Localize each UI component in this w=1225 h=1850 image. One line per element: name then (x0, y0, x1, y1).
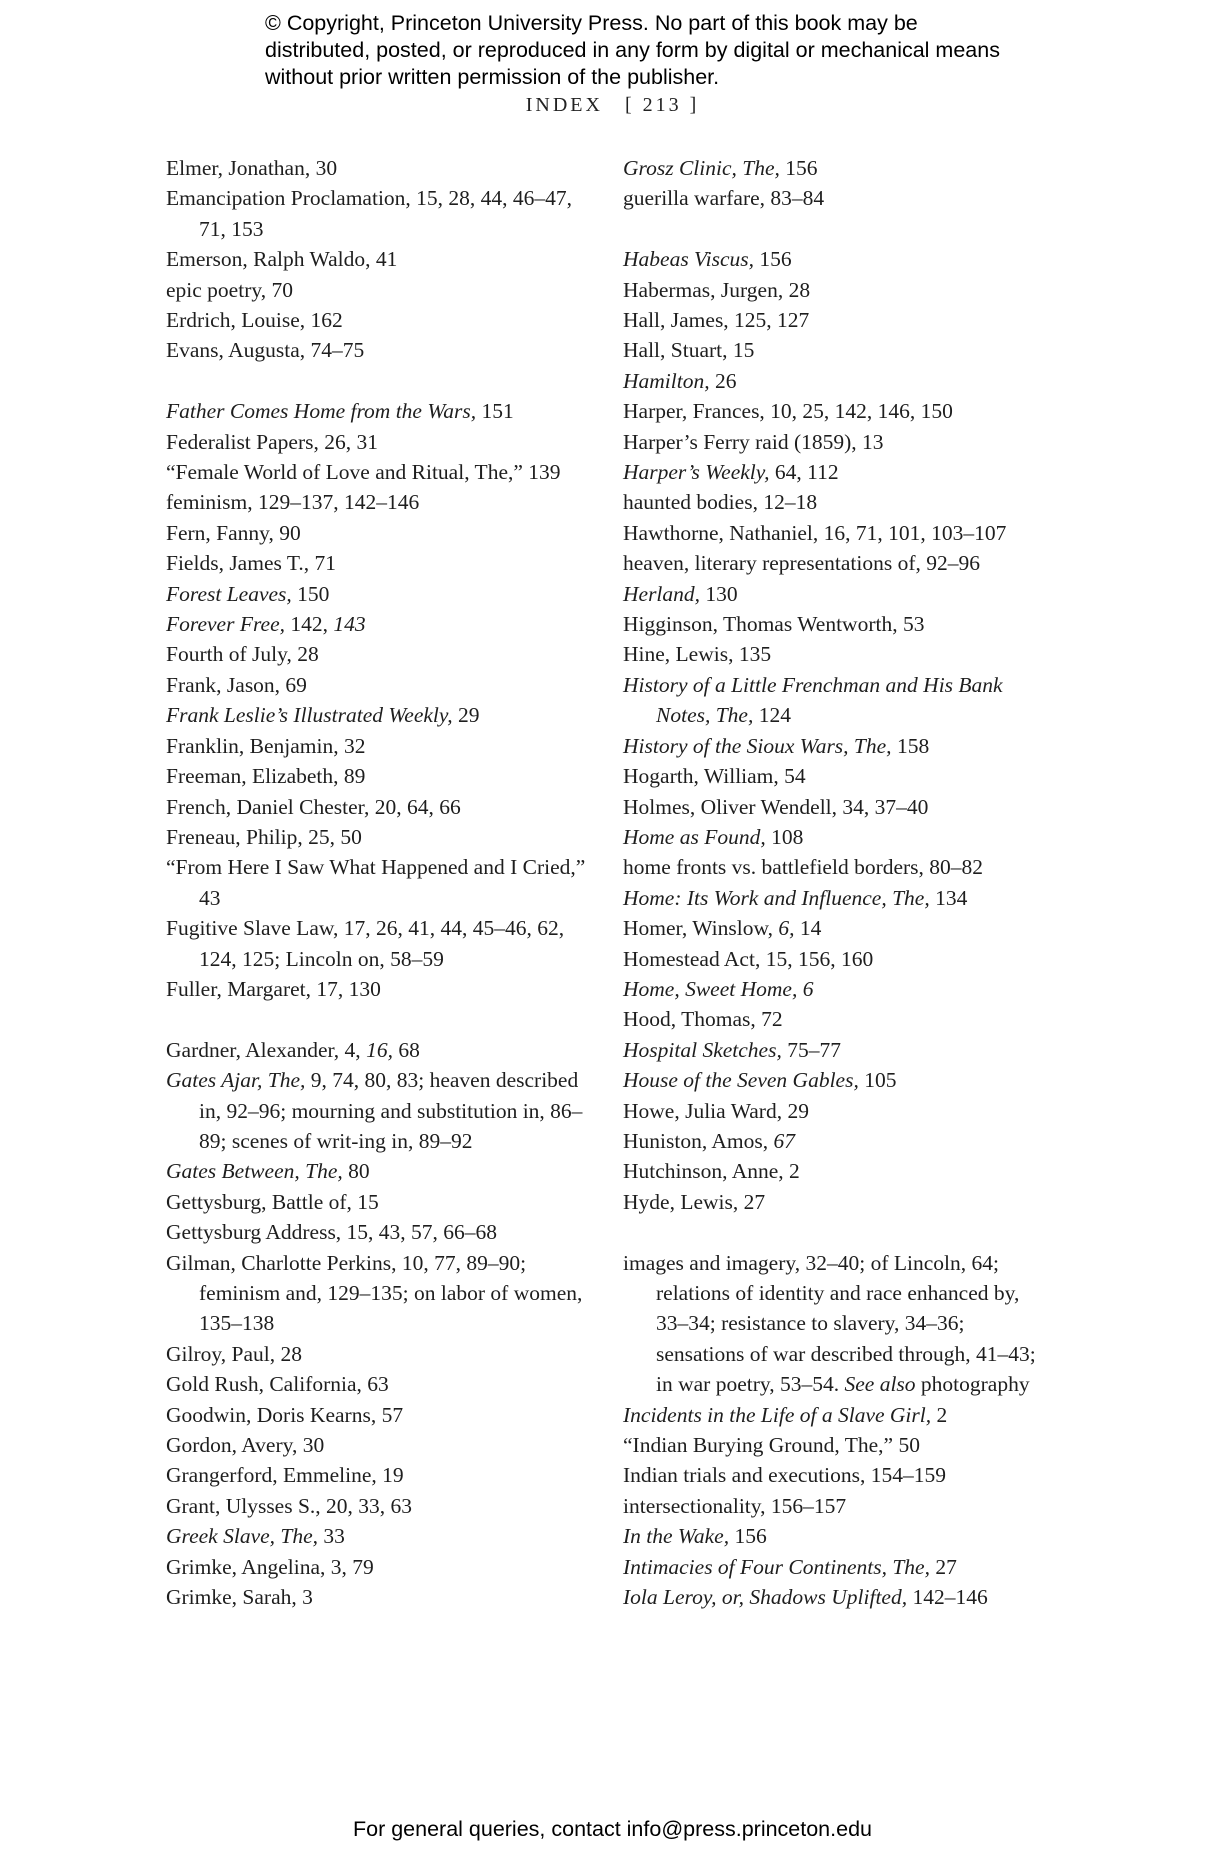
index-entry (166, 518, 596, 548)
index-entry (166, 1400, 596, 1430)
index-entry-text: “Indian Burying Ground, The,” 50 (623, 1433, 920, 1458)
index-entry (623, 913, 1043, 943)
index-entry (166, 305, 596, 335)
letter-group-gap (623, 214, 1043, 244)
index-entry (166, 792, 596, 822)
index-entry (166, 457, 596, 487)
index-entry (623, 1156, 1043, 1186)
index-entry (623, 670, 1043, 731)
index-entry-italic-text: Forest Leaves, (166, 581, 292, 606)
index-entry (623, 183, 1043, 213)
index-entry-text: Gettysburg Address, 15, 43, 57, 66–68 (166, 1220, 498, 1245)
index-entry-italic-text: Greek Slave, The, (166, 1524, 319, 1549)
index-entry-text: 68 (392, 1037, 420, 1062)
letter-group-gap (166, 366, 596, 396)
copyright-notice: © Copyright, Princeton University Press. No part of this book may be distributed, posted, or reproduced in any form by digital or mechanical means without prior written permission of the publisher. (265, 11, 1000, 89)
index-entry (623, 761, 1043, 791)
page-number: [ 213 ] (624, 94, 700, 116)
index-entry (166, 275, 596, 305)
index-entry (623, 1035, 1043, 1065)
index-entry (166, 1430, 596, 1460)
index-entry-text: Erdrich, Louise, 162 (166, 308, 343, 333)
index-entry (166, 822, 596, 852)
index-entry-text: 80 (342, 1159, 370, 1184)
index-entry-text: “From Here I Saw What Happened and I Cried,” 43 (166, 855, 586, 910)
index-entry-italic-text: Father Comes Home from the Wars, (166, 399, 477, 424)
index-entry-text: haunted bodies, 12–18 (623, 490, 818, 515)
letter-group-gap (623, 1217, 1043, 1247)
index-entry-text: Federalist Papers, 26, 31 (166, 429, 378, 454)
index-entry-text: 64, 112 (769, 460, 839, 485)
index-entry (623, 609, 1043, 639)
index-entry (166, 427, 596, 457)
index-entry-text: 158 (891, 733, 930, 758)
index-entry-text: Grimke, Sarah, 3 (166, 1585, 313, 1610)
index-entry-text: feminism, 129–137, 142–146 (166, 490, 420, 515)
index-entry-text: Gold Rush, California, 63 (166, 1372, 389, 1397)
running-head-label: INDEX (525, 94, 603, 116)
index-entry-text: Hall, Stuart, 15 (623, 338, 755, 363)
index-entry (166, 731, 596, 761)
index-entry-italic-text: 16, (366, 1037, 393, 1062)
index-entry-text: 124 (753, 703, 791, 728)
index-entry-text: 29 (452, 703, 480, 728)
index-entry-text: Holmes, Oliver Wendell, 34, 37–40 (623, 794, 929, 819)
index-entry-italic-text: Incidents in the Life of a Slave Girl, (623, 1402, 932, 1427)
index-entry-italic-text: Harper’s Weekly, (623, 460, 770, 485)
index-entry-italic-text: Herland, (623, 581, 701, 606)
index-entry-text: Higginson, Thomas Wentworth, 53 (623, 612, 925, 637)
index-entry (623, 366, 1043, 396)
index-entry (623, 852, 1043, 882)
index-entry-italic-text: History of the Sioux Wars, The, (623, 733, 892, 758)
index-entry (623, 1552, 1043, 1582)
index-entry-text: images and imagery, 32–40; of Lincoln, 64; relations of identity and race enhanced by, 33–34; resistance to slavery, 34–36; sensations of war described through, 41–43; in war poetry, 53–54. (623, 1250, 1036, 1397)
index-entry-text: Hood, Thomas, 72 (623, 1007, 783, 1032)
index-entry-text: Hutchinson, Anne, 2 (623, 1159, 800, 1184)
index-entry-text: 151 (476, 399, 514, 424)
index-entry-text: Freeman, Elizabeth, 89 (166, 764, 366, 789)
index-entry-text: French, Daniel Chester, 20, 64, 66 (166, 794, 461, 819)
index-entry (166, 396, 596, 426)
index-entry-text: Fields, James T., 71 (166, 551, 337, 576)
index-entry (166, 1521, 596, 1551)
index-entry-text: Homestead Act, 15, 156, 160 (623, 946, 874, 971)
index-entry-italic-text: 143 (333, 612, 366, 637)
index-entry (166, 974, 596, 1004)
index-entry-text: Fugitive Slave Law, 17, 26, 41, 44, 45–46, 62, 124, 125; Lincoln on, 58–59 (166, 916, 565, 971)
index-entry (166, 1156, 596, 1186)
index-entry-text: Harper, Frances, 10, 25, 142, 146, 150 (623, 399, 953, 424)
index-entry (623, 974, 1043, 1004)
index-entry (623, 944, 1043, 974)
index-column-right (623, 153, 1043, 1612)
index-entry-text: Hawthorne, Nathaniel, 16, 71, 101, 103–107 (623, 520, 1007, 545)
index-entry-text: 108 (765, 824, 804, 849)
index-entry-italic-text: See also (844, 1372, 916, 1397)
index-entry-text: 156 (753, 247, 792, 272)
index-entry-text: 142, (285, 612, 334, 637)
index-entry-text: intersectionality, 156–157 (623, 1493, 847, 1518)
index-entry-text: Elmer, Jonathan, 30 (166, 156, 338, 180)
index-entry-text: 105 (858, 1068, 897, 1093)
index-entry-text: 33 (318, 1524, 345, 1549)
index-entry-text: 142–146 (907, 1585, 988, 1610)
index-entry (623, 1065, 1043, 1095)
index-entry-text: 2 (931, 1402, 948, 1427)
index-entry (623, 518, 1043, 548)
index-entry (166, 1035, 596, 1065)
index-entry (623, 1460, 1043, 1490)
index-entry-text: Evans, Augusta, 74–75 (166, 338, 365, 363)
index-entry-text: Harper’s Ferry raid (1859), 13 (623, 429, 884, 454)
index-entry (166, 244, 596, 274)
index-entry-italic-text: Home: Its Work and Influence, The, (623, 885, 930, 910)
index-entry (623, 548, 1043, 578)
index-entry-italic-text: Intimacies of Four Continents, The, (623, 1554, 930, 1579)
index-entry-text: 75–77 (781, 1037, 841, 1062)
index-entry-text: heaven, literary representations of, 92–96 (623, 551, 981, 576)
index-entry-italic-text: Gates Ajar, The, (166, 1068, 306, 1093)
index-entry (166, 153, 596, 183)
index-entry-text: Hall, James, 125, 127 (623, 308, 810, 333)
index-entry-italic-text: 67 (773, 1128, 796, 1153)
index-entry (166, 335, 596, 365)
index-entry (623, 1004, 1043, 1034)
index-entry-text: 9, 74, 80, 83; heaven described in, 92–96; mourning and substitution in, 86–89; scenes of writ-ing in, 89–92 (199, 1068, 583, 1153)
index-entry-italic-text: In the Wake, (623, 1524, 730, 1549)
index-entry-text: 156 (779, 156, 818, 180)
index-entry-text: Fourth of July, 28 (166, 642, 319, 667)
index-entry-text: Grangerford, Emmeline, 19 (166, 1463, 404, 1488)
index-entry-italic-text: Grosz Clinic, The, (623, 156, 780, 180)
index-entry (623, 305, 1043, 335)
footer-contact: For general queries, contact info@press.princeton.edu (352, 1817, 872, 1841)
index-entry (166, 1065, 596, 1156)
index-entry-italic-text: Gates Between, The, (166, 1159, 343, 1184)
index-entry (166, 1187, 596, 1217)
index-entry-text: Frank, Jason, 69 (166, 672, 307, 697)
index-entry (166, 1369, 596, 1399)
index-entry-text: 134 (929, 885, 968, 910)
index-entry (623, 639, 1043, 669)
index-entry-text: Freneau, Philip, 25, 50 (166, 824, 362, 849)
index-entry-text: 150 (291, 581, 330, 606)
index-entry-italic-text: History of a Little Frenchman and His Bank Notes, The, (623, 672, 1003, 728)
index-entry-text: Gettysburg, Battle of, 15 (166, 1189, 379, 1214)
index-entry (623, 275, 1043, 305)
index-entry-text: Grimke, Angelina, 3, 79 (166, 1554, 374, 1579)
running-head (0, 94, 1225, 117)
index-entry-italic-text: Home as Found, (623, 824, 766, 849)
index-entry-italic-text: Hospital Sketches, (623, 1037, 782, 1062)
index-entry-text: 156 (729, 1524, 767, 1549)
index-entry-text: Homer, Winslow, (623, 916, 779, 941)
index-entry (166, 913, 596, 974)
index-entry (166, 1339, 596, 1369)
index-entry-text: Fern, Fanny, 90 (166, 520, 301, 545)
index-entry-italic-text: 6, (778, 916, 795, 941)
index-entry (166, 1460, 596, 1490)
index-entry (623, 396, 1043, 426)
index-entry-text: Gardner, Alexander, 4, (166, 1037, 367, 1062)
index-entry-text: Franklin, Benjamin, 32 (166, 733, 366, 758)
index-entry (166, 1582, 596, 1612)
index-entry-text: 14 (794, 916, 822, 941)
index-entry (166, 487, 596, 517)
index-entry-text: Hogarth, William, 54 (623, 764, 806, 789)
letter-group-gap (166, 1004, 596, 1034)
index-entry (623, 1248, 1043, 1400)
index-entry (166, 670, 596, 700)
index-entry-text: home fronts vs. battlefield borders, 80–82 (623, 855, 984, 880)
index-entry (623, 731, 1043, 761)
index-entry (166, 548, 596, 578)
index-entry (623, 579, 1043, 609)
index-entry (623, 883, 1043, 913)
index-entry-text: Gilroy, Paul, 28 (166, 1341, 302, 1366)
index-entry-text: Huniston, Amos, (623, 1128, 774, 1153)
index-entry-text: Habermas, Jurgen, 28 (623, 277, 811, 302)
index-entry (166, 1552, 596, 1582)
index-entry (623, 244, 1043, 274)
index-entry-text: Emerson, Ralph Waldo, 41 (166, 247, 398, 272)
index-entry (623, 1491, 1043, 1521)
index-entry (623, 822, 1043, 852)
index-entry (623, 335, 1043, 365)
index-entry (166, 609, 596, 639)
index-entry-text: 27 (929, 1554, 957, 1579)
index-entry (166, 1491, 596, 1521)
index-entry (623, 1096, 1043, 1126)
index-entry-text: 130 (700, 581, 738, 606)
index-entry-text: Gordon, Avery, 30 (166, 1433, 325, 1458)
index-entry (166, 639, 596, 669)
index-entry (623, 1430, 1043, 1460)
index-entry (623, 1400, 1043, 1430)
index-entry (166, 761, 596, 791)
index-entry-text: guerilla warfare, 83–84 (623, 186, 825, 211)
index-entry-text: epic poetry, 70 (166, 277, 293, 302)
index-entry-italic-text: Frank Leslie’s Illustrated Weekly, (166, 703, 453, 728)
index-entry-text: Grant, Ulysses S., 20, 33, 63 (166, 1493, 413, 1518)
index-entry (623, 1187, 1043, 1217)
index-entry-text: 26 (709, 368, 737, 393)
index-entry-text: Indian trials and executions, 154–159 (623, 1463, 947, 1488)
index-entry-italic-text: Habeas Viscus, (623, 247, 754, 272)
index-entry (623, 1126, 1043, 1156)
index-entry-text: Howe, Julia Ward, 29 (623, 1098, 809, 1123)
index-entry (623, 153, 1043, 183)
index-entry-italic-text: Iola Leroy, or, Shadows Uplifted, (623, 1585, 908, 1610)
index-entry-italic-text: Home, Sweet Home, 6 (623, 976, 814, 1001)
index-entry (623, 1521, 1043, 1551)
index-entry (166, 1248, 596, 1339)
index-column-left (166, 153, 596, 1612)
index-entry-text: Hyde, Lewis, 27 (623, 1189, 766, 1214)
index-entry (166, 852, 596, 913)
index-entry-text: “Female World of Love and Ritual, The,” 139 (166, 460, 561, 485)
index-entry-text: Gilman, Charlotte Perkins, 10, 77, 89–90; feminism and, 129–135; on labor of women, 135–138 (166, 1250, 583, 1336)
index-entry-text: photography (915, 1372, 1030, 1397)
index-entry-text: Goodwin, Doris Kearns, 57 (166, 1402, 404, 1427)
index-entry (623, 792, 1043, 822)
index-entry-italic-text: Forever Free, (166, 612, 285, 637)
index-entry (623, 487, 1043, 517)
index-entry (166, 700, 596, 730)
index-entry-italic-text: Hamilton, (623, 368, 710, 393)
index-entry (166, 1217, 596, 1247)
index-entry-text: Fuller, Margaret, 17, 130 (166, 976, 381, 1001)
index-entry (166, 183, 596, 244)
index-entry-italic-text: House of the Seven Gables, (623, 1068, 859, 1093)
index-entry-text: Hine, Lewis, 135 (623, 642, 772, 667)
index-entry (623, 427, 1043, 457)
index-entry (166, 579, 596, 609)
index-entry (623, 1582, 1043, 1612)
index-entry (623, 457, 1043, 487)
index-entry-text: Emancipation Proclamation, 15, 28, 44, 46–47, 71, 153 (166, 186, 573, 241)
